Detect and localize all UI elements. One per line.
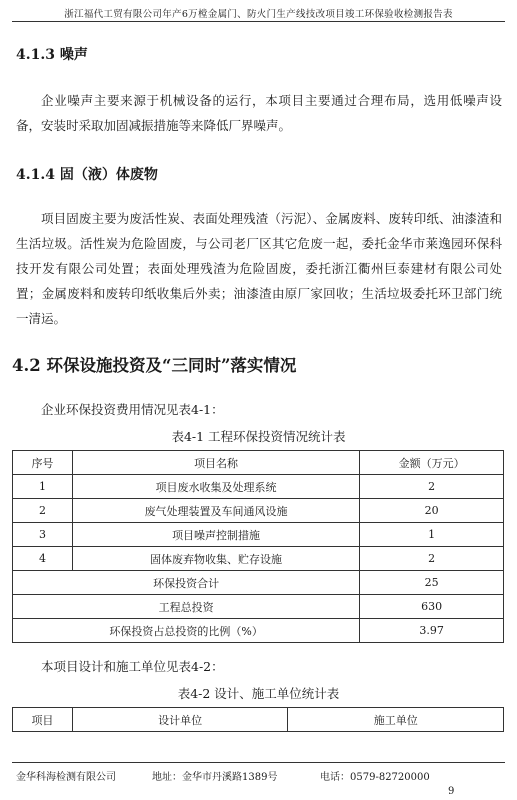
running-header: 浙江福代工贸有限公司年产6万樘金属门、防火门生产线技改项目竣工环保验收检测报告表 (64, 9, 453, 20)
footer-company: 金华科海检测有限公司 (16, 772, 116, 783)
header-construction-unit: 施工单位 (288, 708, 504, 732)
row-no: 3 (13, 523, 73, 547)
table-row (13, 547, 504, 571)
table-row (13, 523, 504, 547)
section-heading-4-2: 4.2 环保设施投资及“三同时”落实情况 (12, 356, 297, 375)
paragraph-solid-waste: 项目固废主要为废活性炭、表面处理残渣（污泥）、金属废料、废转印纸、油漆渣和生活垃圾。活性炭为危险固废，与公司老厂区其它危废一起，委托金华市莱逸园环保科技开发有限公司处置；表面处理残渣为危险固废，委托浙江衢州巨泰建材有限公司处置；金属废料和废转印纸收集后外卖；油漆渣由原厂家回收；生活垃圾委托环卫部门统一清运。 (16, 211, 502, 326)
row-amount: 20 (360, 499, 504, 523)
summary-label: 环保投资合计 (13, 571, 360, 595)
row-no: 1 (13, 475, 73, 499)
footer-address: 地址：金华市丹溪路1389号 (152, 772, 278, 783)
table-header-row (13, 708, 504, 732)
row-no: 4 (13, 547, 73, 571)
row-name: 固体废弃物收集、贮存设施 (72, 547, 359, 571)
page-number: 9 (448, 786, 455, 797)
paragraph-noise: 企业噪声主要来源于机械设备的运行，本项目主要通过合理布局，选用低噪声设备，安装时采取加固减振措施等来降低厂界噪声。 (16, 93, 502, 133)
row-no: 2 (13, 499, 73, 523)
table-row (13, 475, 504, 499)
header-amount: 金额（万元） (360, 451, 504, 475)
row-amount: 2 (360, 475, 504, 499)
section-heading-4-1-3: 4.1.3 噪声 (16, 47, 88, 63)
row-name: 废气处理装置及车间通风设施 (72, 499, 359, 523)
summary-row (13, 619, 504, 643)
header-name: 项目名称 (72, 451, 359, 475)
row-name: 项目废水收集及处理系统 (72, 475, 359, 499)
header-design-unit: 设计单位 (72, 708, 288, 732)
summary-value: 3.97 (360, 619, 504, 643)
footer-phone: 电话：0579-82720000 (320, 772, 430, 783)
table-row (13, 499, 504, 523)
row-amount: 1 (360, 523, 504, 547)
summary-label: 工程总投资 (13, 595, 360, 619)
summary-row (13, 595, 504, 619)
summary-label: 环保投资占总投资的比例（%） (13, 619, 360, 643)
summary-value: 630 (360, 595, 504, 619)
row-amount: 2 (360, 547, 504, 571)
table-header-row (13, 451, 504, 475)
header-rule (12, 21, 505, 22)
paragraph-units-intro: 本项目设计和施工单位见表4-2： (41, 659, 224, 674)
section-heading-4-1-4: 4.1.4 固（液）体废物 (16, 167, 158, 183)
summary-value: 25 (360, 571, 504, 595)
row-name: 项目噪声控制措施 (72, 523, 359, 547)
footer-rule (12, 762, 505, 763)
header-item: 项目 (13, 708, 73, 732)
paragraph-investment-intro: 企业环保投资费用情况见表4-1： (41, 402, 224, 417)
table-4-1-caption: 表4-1 工程环保投资情况统计表 (171, 429, 346, 444)
table-4-2-caption: 表4-2 设计、施工单位统计表 (177, 686, 340, 701)
header-no: 序号 (13, 451, 73, 475)
investment-table (12, 450, 504, 643)
summary-row (13, 571, 504, 595)
units-table (12, 707, 504, 732)
